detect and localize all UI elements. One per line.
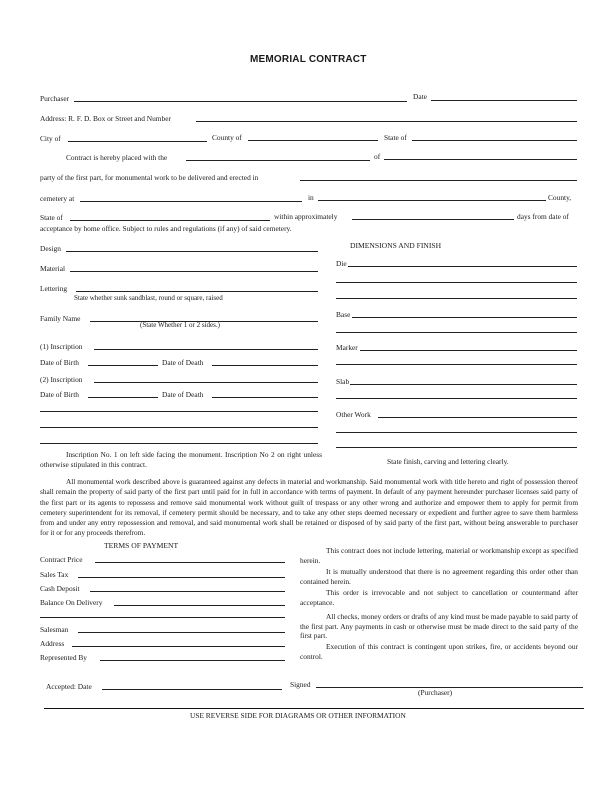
payment-extra-line[interactable] <box>40 617 285 618</box>
cemetery-at-label: cemetery at <box>40 194 75 203</box>
marker-extra-line[interactable] <box>336 364 577 365</box>
salesman-field[interactable] <box>78 632 285 633</box>
sales-tax-label: Sales Tax <box>40 570 69 579</box>
inscription-2-label: (2) Inscription <box>40 375 83 384</box>
term-paragraph: This contract does not include lettering, material or workmanship except as specified herein. <box>300 546 578 565</box>
city-label: City of <box>40 134 61 143</box>
payment-heading: TERMS OF PAYMENT <box>104 541 179 550</box>
county-field[interactable] <box>248 140 378 141</box>
inscription-extra-line[interactable] <box>40 443 318 444</box>
death-date-1-field[interactable] <box>212 365 318 366</box>
state-label: State of <box>384 133 407 142</box>
date-label: Date <box>413 92 427 101</box>
inscription-1-label: (1) Inscription <box>40 342 83 351</box>
guarantee-paragraph: All monumental work described above is guaranteed against any defects in material and workmanship. Said monumental work with title hereto and right of possession thereof shall remain the property of said party of the first part until paid for in full in accordance with terms of payment. In default of any payment hereunder purchaser licenses said party of the first part or its agents to repossess and remove said monumental work without guilt of trespass or any other wrong and authorize and empower them to apply for permit from cemetery superintendent for its removal, if cemetery permit should be necessary, and to take any other steps deemed necessary or expedient and further agree to save them harmless from and under any entry repossession and removal, and said monumental work shall be retained or disposed of by said party of the first part, without being answerable to purchaser for it or for any proceeds therefrom. <box>40 477 578 538</box>
cash-deposit-field[interactable] <box>90 591 285 592</box>
represented-by-field[interactable] <box>100 660 285 661</box>
birth-date-1-field[interactable] <box>88 365 158 366</box>
salesman-label: Salesman <box>40 625 69 634</box>
death-date-1-label: Date of Death <box>162 358 204 367</box>
accepted-date-field[interactable] <box>102 689 282 690</box>
acceptance-note: acceptance by home office. Subject to rules and regulations (if any) of said cemetery. <box>40 224 292 233</box>
balance-field[interactable] <box>114 605 285 606</box>
party-label: party of the first part, for monumental work to be delivered and erected in <box>40 173 259 182</box>
contractor-location-field[interactable] <box>384 159 577 160</box>
base-label: Base <box>336 310 351 319</box>
days-from-label: days from date of <box>517 212 569 221</box>
signed-label: Signed <box>290 680 311 689</box>
material-label: Material <box>40 264 66 273</box>
city-field[interactable] <box>68 141 207 142</box>
sales-tax-field[interactable] <box>78 577 285 578</box>
die-extra-line[interactable] <box>336 298 577 299</box>
birth-date-1-label: Date of Birth <box>40 358 79 367</box>
cemetery-county-field[interactable] <box>318 200 546 201</box>
contractor-field[interactable] <box>186 160 370 161</box>
reverse-side-note: USE REVERSE SIDE FOR DIAGRAMS OR OTHER INFORMATION <box>190 711 406 720</box>
lettering-note: State whether sunk sandblast, round or square, raised <box>74 294 223 302</box>
county-label: County of <box>212 133 242 142</box>
salesman-address-label: Address <box>40 639 65 648</box>
dimensions-heading: DIMENSIONS AND FINISH <box>350 241 442 250</box>
state-of-label: State of <box>40 213 63 222</box>
inscription-2-field[interactable] <box>94 382 318 383</box>
die-field[interactable] <box>348 266 577 267</box>
inscription-1-field[interactable] <box>94 349 318 350</box>
other-work-field[interactable] <box>378 417 577 418</box>
divider <box>44 708 584 709</box>
material-field[interactable] <box>70 271 318 272</box>
family-name-label: Family Name <box>40 314 81 323</box>
cash-deposit-label: Cash Deposit <box>40 584 80 593</box>
base-extra-line[interactable] <box>336 332 577 333</box>
cemetery-state-field[interactable] <box>70 220 270 221</box>
contract-price-label: Contract Price <box>40 555 83 564</box>
erection-place-field[interactable] <box>300 180 577 181</box>
represented-by-label: Represented By <box>40 653 87 662</box>
cemetery-field[interactable] <box>80 201 302 202</box>
other-work-extra-line[interactable] <box>336 447 577 448</box>
state-field[interactable] <box>412 140 577 141</box>
marker-field[interactable] <box>360 350 577 351</box>
marker-label: Marker <box>336 343 358 352</box>
slab-extra-line[interactable] <box>336 398 577 399</box>
other-work-label: Other Work <box>336 410 371 419</box>
contract-placed-label: Contract is hereby placed with the <box>66 153 168 162</box>
design-field[interactable] <box>66 251 318 252</box>
address-label: Address: R. F. D. Box or Street and Number <box>40 114 171 123</box>
date-field[interactable] <box>431 100 577 101</box>
address-field[interactable] <box>196 121 577 122</box>
base-field[interactable] <box>352 317 577 318</box>
term-paragraph: Execution of this contract is contingent upon strikes, fire, or accidents beyond our control. <box>300 642 578 661</box>
death-date-2-label: Date of Death <box>162 390 204 399</box>
days-field[interactable] <box>352 219 514 220</box>
term-paragraph: It is mutually understood that there is no agreement regarding this order other than contained herein. <box>300 567 578 586</box>
inscription-extra-line[interactable] <box>40 411 318 412</box>
lettering-label: Lettering <box>40 284 68 293</box>
term-paragraph: This order is irrevocable and not subject to cancellation or countermand after acceptance. <box>300 588 578 607</box>
lettering-field[interactable] <box>76 291 318 292</box>
design-label: Design <box>40 244 61 253</box>
salesman-address-field[interactable] <box>72 646 285 647</box>
contract-price-field[interactable] <box>95 562 285 563</box>
purchaser-caption: (Purchaser) <box>418 688 453 697</box>
die-label: Die <box>336 259 347 268</box>
death-date-2-field[interactable] <box>212 397 318 398</box>
balance-label: Balance On Delivery <box>40 598 103 607</box>
slab-field[interactable] <box>350 384 577 385</box>
other-work-extra-line[interactable] <box>336 432 577 433</box>
purchaser-label: Purchaser <box>40 94 70 103</box>
inscription-note: Inscription No. 1 on left side facing the monument. Inscription No 2 on right unless otherwise stipulated in this contract. <box>40 450 322 469</box>
in-label: in <box>308 193 314 202</box>
family-name-note: (State Whether 1 or 2 sides.) <box>140 321 220 329</box>
birth-date-2-label: Date of Birth <box>40 390 79 399</box>
purchaser-field[interactable] <box>74 101 407 102</box>
of-label: of <box>374 152 381 161</box>
inscription-extra-line[interactable] <box>40 427 318 428</box>
county-suffix: County, <box>548 193 572 202</box>
slab-label: Slab <box>336 377 350 386</box>
within-label: within approximately <box>274 212 338 221</box>
die-extra-line[interactable] <box>336 282 577 283</box>
finish-note: State finish, carving and lettering clearly. <box>387 457 509 466</box>
page-title: MEMORIAL CONTRACT <box>250 54 367 65</box>
birth-date-2-field[interactable] <box>88 397 158 398</box>
accepted-date-label: Accepted: Date <box>46 682 92 691</box>
term-paragraph: All checks, money orders or drafts of any kind must be made payable to said party of the first part. Any payments in cash or otherwise must be made direct to the said party of the first part. <box>300 612 578 641</box>
